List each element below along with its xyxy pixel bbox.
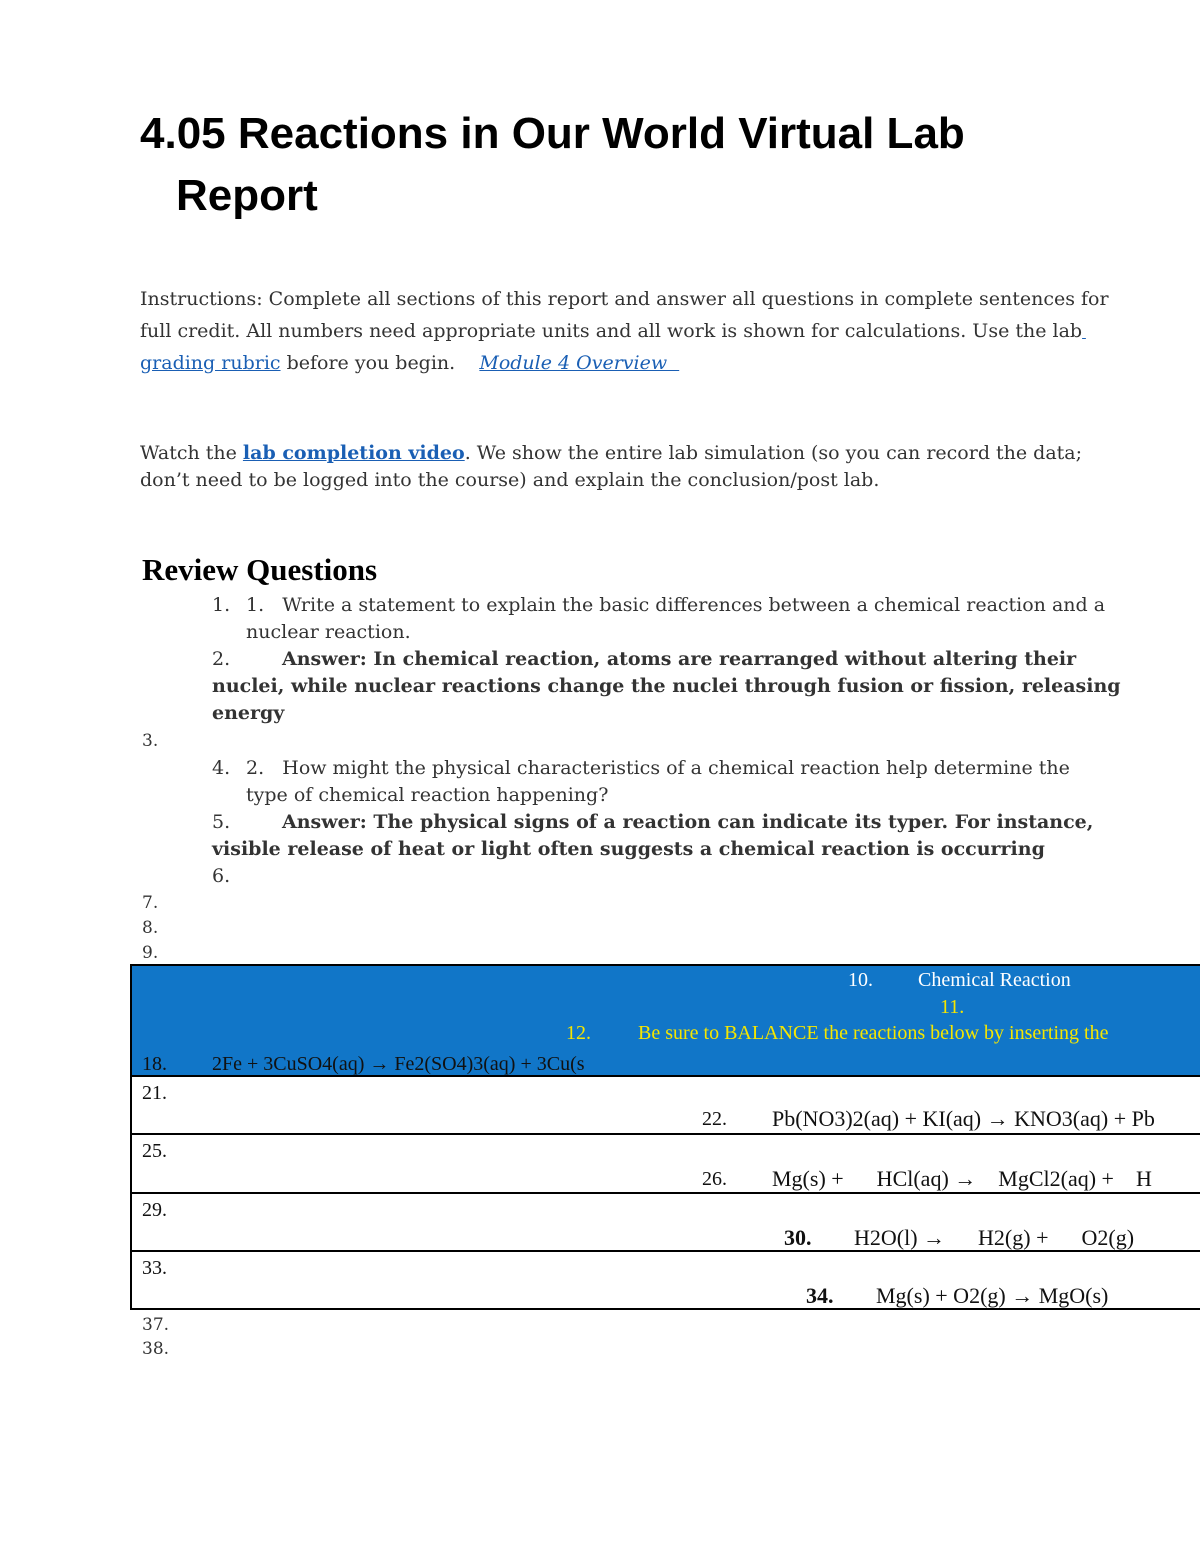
- row-number: 21.: [142, 1082, 167, 1104]
- header-number: 10.: [848, 969, 873, 991]
- equation-number: 34.: [806, 1283, 834, 1308]
- watch-rest: . We show the entire lab simulation (so you can record the data;: [464, 442, 1083, 464]
- row-number: 29.: [142, 1199, 167, 1221]
- list-number: 4.: [212, 757, 231, 779]
- watch-line-2: don’t need to be logged into the course) and explain the conclusion/post lab.: [140, 469, 880, 491]
- header-number: 11.: [940, 996, 965, 1018]
- page-title: 4.05 Reactions in Our World Virtual Lab: [140, 109, 965, 158]
- module-4-overview-link[interactable]: Module 4 Overview: [479, 352, 680, 374]
- grading-rubric-link[interactable]: grading rubric: [140, 352, 281, 374]
- question-2: 2. How might the physical characteristics of a chemical reaction help determine the: [246, 757, 1070, 779]
- list-number: 37.: [142, 1315, 170, 1335]
- row-number: 25.: [142, 1140, 167, 1162]
- list-number: 2.: [212, 648, 231, 670]
- answer-2-line-2: visible release of heat or light often suggests a chemical reaction is occurring: [212, 838, 1045, 860]
- list-number: 3.: [142, 731, 159, 751]
- row-number: 18.: [142, 1053, 167, 1075]
- grading-rubric-link-continued[interactable]: [1082, 320, 1086, 342]
- question-2-continued: type of chemical reaction happening?: [246, 784, 609, 806]
- review-questions-heading: Review Questions: [142, 552, 378, 587]
- table-border: [130, 964, 1200, 966]
- reaction-equation: Mg(s) + HCl(aq) → MgCl2(aq) + H: [772, 1166, 1152, 1191]
- header-chemical-reaction: Chemical Reaction: [918, 969, 1071, 991]
- watch-line-1: [140, 442, 1082, 464]
- list-number: 8.: [142, 918, 159, 938]
- lab-completion-video-link[interactable]: lab completion video: [242, 442, 465, 464]
- equation-number: 22.: [702, 1108, 727, 1130]
- header-balance-instruction: Be sure to BALANCE the reactions below by inserting the: [638, 1022, 1109, 1044]
- answer-1-line-2: nuclei, while nuclear reactions change the nuclei through fusion or fission, releasing: [212, 675, 1121, 697]
- instructions-line-2: [140, 320, 1086, 342]
- watch-prefix: Watch the: [140, 442, 243, 464]
- instructions-text: full credit. All numbers need appropriate units and all work is shown for calculations. Use the lab: [140, 320, 1083, 342]
- list-number: 38.: [142, 1339, 170, 1359]
- reaction-equation: Mg(s) + O2(g) → MgO(s): [876, 1283, 1109, 1308]
- reaction-equation: Pb(NO3)2(aq) + KI(aq) → KNO3(aq) + Pb: [772, 1106, 1155, 1131]
- table-border: [130, 1192, 1200, 1194]
- question-1-continued: nuclear reaction.: [246, 621, 411, 643]
- question-1: 1. Write a statement to explain the basic differences between a chemical reaction and a: [246, 594, 1106, 616]
- list-number: 1.: [212, 594, 231, 616]
- instructions-before-text: before you begin.: [280, 352, 480, 374]
- equation-number: 26.: [702, 1168, 727, 1190]
- reaction-equation: 2Fe + 3CuSO4(aq) → Fe2(SO4)3(aq) + 3Cu(s: [212, 1053, 585, 1075]
- table-border: [130, 1133, 1200, 1135]
- equation-number: 30.: [784, 1225, 812, 1250]
- page-title-continued: Report: [176, 171, 318, 220]
- row-number: 33.: [142, 1257, 167, 1279]
- answer-2-line-1: Answer: The physical signs of a reaction can indicate its typer. For instance,: [282, 811, 1094, 833]
- table-left-border: [130, 964, 132, 1310]
- answer-1-line-1: Answer: In chemical reaction, atoms are rearranged without altering their: [282, 648, 1077, 670]
- instructions-line-3: [140, 352, 679, 374]
- header-number: 12.: [566, 1022, 591, 1044]
- list-number: 5.: [212, 811, 231, 833]
- list-number: 9.: [142, 943, 159, 963]
- instructions-line-1: Instructions: Complete all sections of this report and answer all questions in complete sentences for: [140, 288, 1109, 310]
- list-number: 6.: [212, 865, 231, 887]
- reaction-equation: H2O(l) → H2(g) + O2(g): [854, 1225, 1135, 1250]
- list-number: 7.: [142, 893, 159, 913]
- answer-1-line-3: energy: [212, 702, 285, 724]
